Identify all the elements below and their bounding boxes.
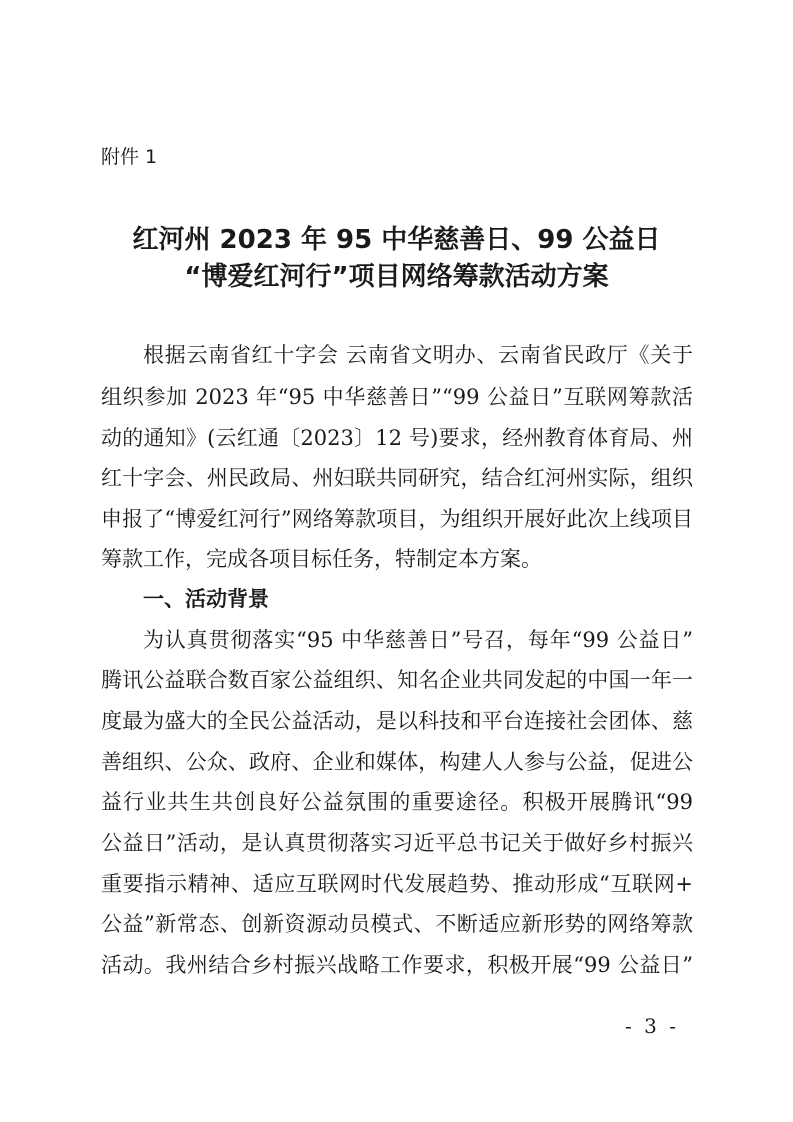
attachment-label: 附件 1: [101, 146, 158, 168]
document-title-line-1: 红河州 2023 年 95 中华慈善日、99 公益日: [132, 225, 661, 255]
page-number: - 3 -: [625, 1014, 679, 1038]
paragraph-line: 筹款工作，完成各项目标任务，特制定本方案。: [101, 547, 542, 571]
paragraph-line: 益行业共生共创良好公益氛围的重要途径。积极开展腾讯“99: [101, 790, 693, 814]
paragraph-line: 红十字会、州民政局、州妇联共同研究，结合红河州实际，组织: [101, 466, 693, 490]
paragraph-line: 公益”新常态、创新资源动员模式、不断适应新形势的网络筹款: [101, 912, 693, 936]
paragraph-line: 活动。我州结合乡村振兴战略工作要求，积极开展“99 公益日”: [101, 953, 693, 977]
paragraph-line: 为认真贯彻落实“95 中华慈善日”号召，每年“99 公益日”: [143, 628, 693, 652]
paragraph-line: 根据云南省红十字会 云南省文明办、云南省民政厅《关于: [143, 343, 693, 367]
paragraph-line: 动的通知》(云红通〔2023〕12 号)要求，经州教育体育局、州: [101, 426, 693, 450]
paragraph-line: 组织参加 2023 年“95 中华慈善日”“99 公益日”互联网筹款活: [101, 385, 693, 409]
document-title-line-2: “博爱红河行”项目网络筹款活动方案: [184, 262, 609, 292]
paragraph-line: 度最为盛大的全民公益活动，是以科技和平台连接社会团体、慈: [101, 709, 693, 733]
paragraph-line: 善组织、公众、政府、企业和媒体，构建人人参与公益，促进公: [101, 750, 693, 774]
paragraph-line: 腾讯公益联合数百家公益组织、知名企业共同发起的中国一年一: [101, 668, 693, 692]
paragraph-line: 申报了“博爱红河行”网络筹款项目，为组织开展好此次上线项目: [101, 507, 693, 531]
section-heading: 一、活动背景: [143, 587, 269, 611]
paragraph-line: 公益日”活动，是认真贯彻落实习近平总书记关于做好乡村振兴: [101, 831, 693, 855]
paragraph-line: 重要指示精神、适应互联网时代发展趋势、推动形成“互联网+: [101, 872, 693, 896]
